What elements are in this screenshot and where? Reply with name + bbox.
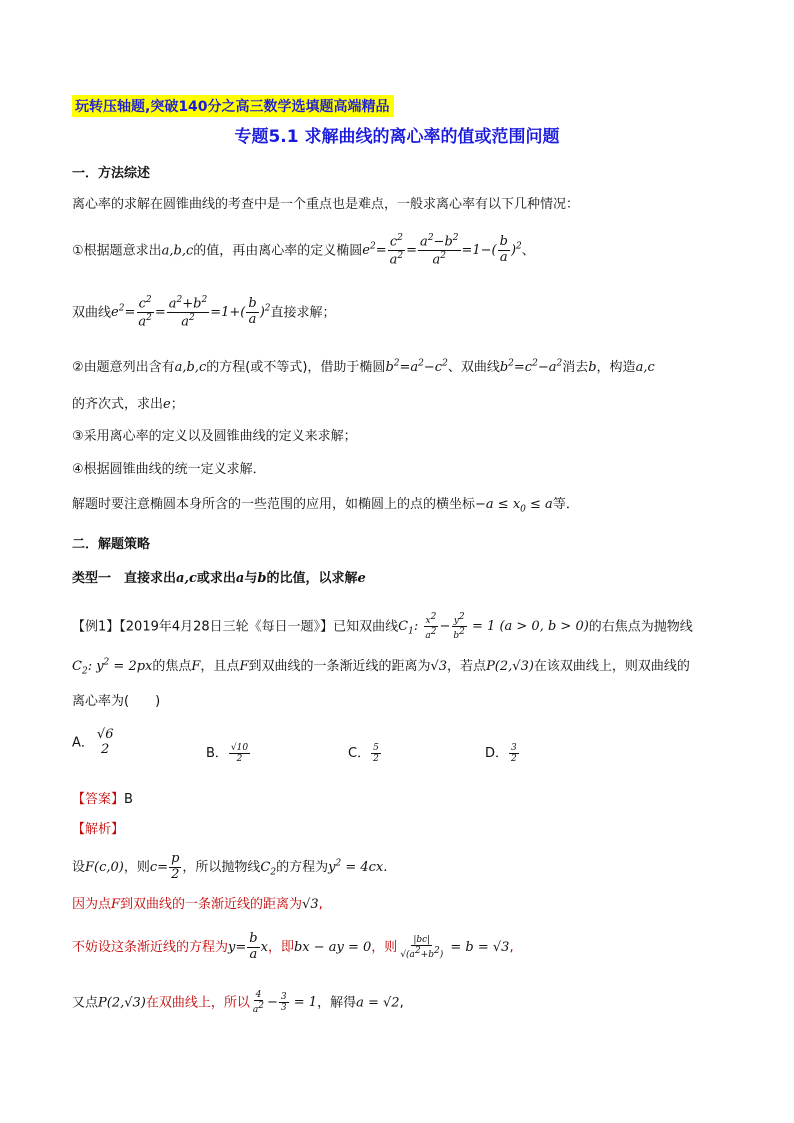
formula: bx − ay = 0 [293, 939, 372, 955]
answer-label: 【答案】 [72, 792, 125, 807]
formula-hyperbola: $e^2=$ $\frac{c^2}{a^2}$ = $\frac{a^2+b^2}{a^2}$ =1+( $\frac{b}{a}$ )$^2$ [111, 295, 271, 330]
formula-ellipse: $e^2=$ $\frac{c^2}{a^2}$ = $\frac{a^2-b^2}{a^2}$ =1−( $\frac{b}{a}$ )$^2$ [362, 233, 522, 268]
text: 到双曲线的一条渐近线的距离为 [248, 659, 431, 674]
solution-line-2: 因为点F到双曲线的一条渐近线的距离为√3, [72, 897, 323, 912]
method-item-1b [72, 295, 336, 331]
formula-parabola-c2: $C_2$: $y^2 = 2px$ [72, 657, 153, 677]
text: 或求出 [196, 571, 236, 586]
math-var: b [588, 360, 597, 375]
method-item-2 [72, 356, 655, 375]
text: 的值，再由离心率的定义椭圆 [193, 243, 363, 259]
math-vars: a,c [176, 571, 197, 586]
answer-value: B [124, 792, 133, 807]
text: 消去 [562, 360, 589, 375]
option-value: √6 2 [96, 727, 114, 757]
series-banner: 玩转压轴题,突破140分之高三数学选填题高端精品 [72, 95, 394, 117]
formula: $\frac{|bc|}{√(a^2+b^2)}$ = b = √3 [400, 934, 510, 960]
text: ，则 [123, 859, 150, 875]
intro-paragraph: 离心率的求解在圆锥曲线的考查中是一个重点也是难点，一般求离心率有以下几种情况： [72, 197, 580, 212]
text: ，所以抛物线 [182, 859, 261, 875]
formula: F(c,0) [85, 859, 124, 875]
text: ，且点 [200, 659, 240, 674]
option-label: C． [348, 746, 371, 761]
section-heading-methods: 一．方法综述 [72, 166, 151, 181]
math-var: b [257, 571, 267, 586]
formula: P(2,√3) [486, 659, 534, 674]
option-label: B． [206, 746, 228, 761]
text: 到双曲线的一条渐近线的距离为 [120, 897, 303, 912]
option-a [72, 728, 116, 758]
solution-line-1 [72, 852, 387, 883]
text: ②由题意列出含有 [72, 360, 175, 375]
method-item-1 [72, 233, 535, 269]
text: 因为点 [72, 897, 112, 912]
math-var: e [163, 397, 171, 412]
text: 的方程为 [276, 859, 329, 875]
formula: $\frac{4}{a^2}$ − $\frac{3}{3}$ = 1 [252, 990, 318, 1016]
formula: √3 [302, 897, 319, 912]
option-value: $\frac{√10}{2}$ [230, 742, 249, 764]
option-value: $\frac{5}{2}$ [373, 742, 379, 764]
math-var: a [235, 571, 245, 586]
text: ①根据题意求出 [72, 243, 162, 259]
formula: $b^2=a^2-c^2$ [385, 358, 448, 375]
text: ，若点 [447, 659, 487, 674]
answer [72, 788, 133, 807]
math-vars: a,c [635, 360, 655, 375]
text: 【例1】【2019年4月28日三轮《每日一题》】已知双曲线 [72, 619, 399, 635]
option-c [348, 742, 382, 764]
text: ，则 [371, 939, 398, 955]
option-d [485, 742, 520, 764]
method-item-3: ③采用离心率的定义以及圆锥曲线的定义来求解； [72, 429, 357, 444]
math-vars: a,b,c [174, 360, 207, 375]
formula: √3 [430, 659, 448, 674]
math-var: F [239, 659, 249, 674]
method-item-4: ④根据圆锥曲线的统一定义求解． [72, 462, 266, 477]
text: ，构造 [596, 360, 636, 375]
type-heading [72, 567, 366, 586]
text: 的齐次式，求出 [72, 397, 164, 412]
option-label: D． [485, 746, 509, 761]
text: 的焦点 [152, 659, 192, 674]
text: ，即 [267, 939, 294, 955]
example-1-line-1 [72, 612, 693, 642]
math-var: e [357, 571, 366, 586]
text: 的方程(或不等式)，借助于椭圆 [206, 360, 386, 375]
text: 在双曲线上，所以 [145, 995, 250, 1011]
solution-line-4: 又点P(2,√3)在双曲线上，所以 $\frac{4}{a^2}$ − $\frac{3}{3}$ = 1，解得a = √2, [72, 990, 404, 1016]
text: 、 [521, 243, 535, 259]
text: 直接求解； [270, 305, 336, 321]
text: 设 [72, 859, 86, 875]
option-b [206, 742, 251, 764]
formula: $-a \le x_0 \le a$ [475, 497, 553, 515]
option-value: $\frac{3}{2}$ [511, 742, 517, 764]
example-1-line-2 [72, 655, 690, 677]
example-1-line-3: 离心率为( ) [72, 694, 161, 709]
formula: y= $\frac{b}{a}$ x [228, 931, 268, 962]
text: 解题时要注意椭圆本身所含的一些范围的应用，如椭圆上的点的横坐标 [72, 497, 476, 512]
note-paragraph [72, 493, 579, 515]
section-heading-strategy: 二．解题策略 [72, 537, 151, 552]
text: 与 [244, 571, 258, 586]
text: 、双曲线 [447, 360, 500, 375]
math-var: $C_2$ [260, 859, 277, 878]
math-var: F [191, 659, 201, 674]
text: 类型一 直接求出 [72, 571, 177, 586]
solution-line-3: 不妨设这条渐近线的方程为y= $\frac{b}{a}$ x，即bx − ay = 0，则 $\frac{|bc|}{√(a^2+b^2)}$ = b = √3, [72, 931, 514, 962]
text: 的比值，以求解 [266, 571, 358, 586]
math-vars: a,b,c [161, 243, 194, 259]
text: ，解得 [317, 995, 357, 1011]
text: 的右焦点为抛物线 [588, 619, 693, 635]
text: 又点 [72, 995, 99, 1011]
option-label: A． [72, 735, 94, 751]
text: 不妨设这条渐近线的方程为 [72, 939, 229, 955]
text: 等． [552, 497, 579, 512]
page-title: 专题5.1 求解曲线的离心率的值或范围问题 [234, 127, 560, 147]
analysis-label: 【解析】 [72, 822, 125, 837]
formula: c= $\frac{p}{2}$ [149, 851, 180, 882]
method-item-2b [72, 393, 184, 412]
formula: $y^2 = 4cx$. [328, 858, 388, 875]
formula: $b^2=c^2-a^2$ [499, 358, 563, 375]
math-var: F [111, 897, 121, 912]
text: 双曲线 [72, 305, 112, 321]
text: ； [170, 397, 184, 412]
formula-hyperbola-c1: $C_1$: $\frac{x^2}{a^2}$ − $\frac{y^2}{b^2}$ = 1 (a > 0, b > 0) [398, 612, 589, 642]
formula: P(2,√3) [98, 995, 146, 1011]
text: 在该双曲线上，则双曲线的 [533, 659, 690, 674]
formula: a = √2 [356, 995, 400, 1011]
